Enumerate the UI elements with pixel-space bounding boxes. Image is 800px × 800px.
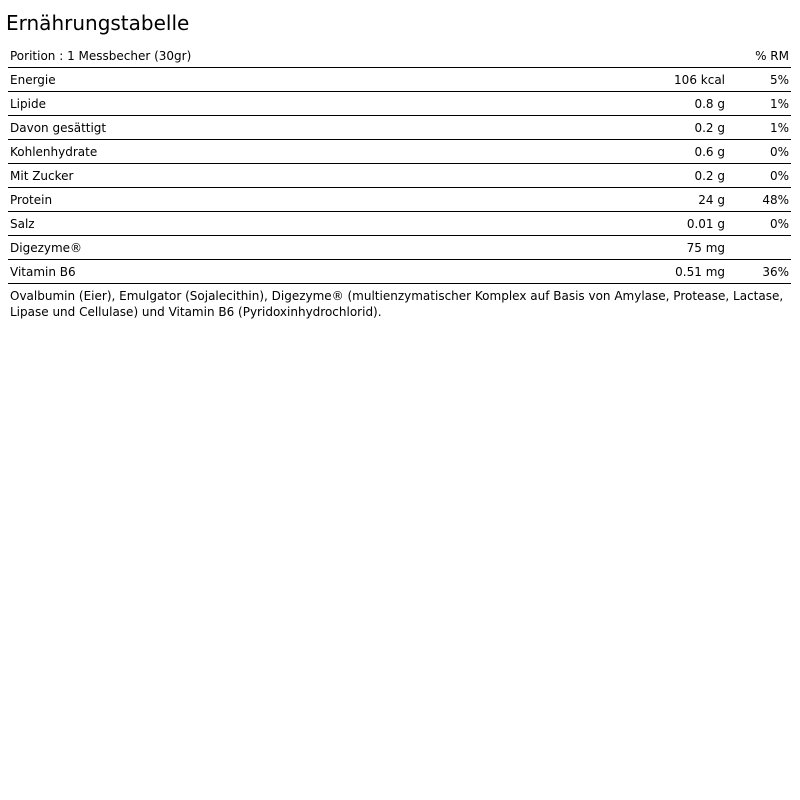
nutrient-rm: 0%	[727, 164, 791, 188]
nutrient-rm: 0%	[727, 212, 791, 236]
nutrient-amount: 24 g	[603, 188, 727, 212]
page-title: Ernährungstabelle	[6, 11, 190, 35]
nutrient-amount: 0.2 g	[603, 116, 727, 140]
nutrient-rm: 5%	[727, 68, 791, 92]
nutrition-table	[8, 44, 791, 284]
rm-header: % RM	[727, 44, 791, 68]
table-row	[8, 92, 791, 116]
nutrient-label: Salz	[8, 212, 603, 236]
nutrient-amount: 0.51 mg	[603, 260, 727, 284]
nutrient-rm: 1%	[727, 116, 791, 140]
nutrient-rm: 1%	[727, 92, 791, 116]
table-row	[8, 188, 791, 212]
nutrient-rm: 48%	[727, 188, 791, 212]
nutrient-label: Energie	[8, 68, 603, 92]
nutrient-rm: 0%	[727, 140, 791, 164]
nutrient-amount: 0.6 g	[603, 140, 727, 164]
nutrient-amount: 0.01 g	[603, 212, 727, 236]
nutrient-label: Digezyme®	[8, 236, 603, 260]
table-row	[8, 212, 791, 236]
table-row	[8, 116, 791, 140]
nutrient-label: Vitamin B6	[8, 260, 603, 284]
nutrient-amount: 0.8 g	[603, 92, 727, 116]
nutrient-label: Lipide	[8, 92, 603, 116]
table-row	[8, 164, 791, 188]
ingredients-text: Ovalbumin (Eier), Emulgator (Sojalecithin), Digezyme® (multienzymatischer Komplex auf Basis von Amylase, Protease, Lactase, Lipase und Cellulase) und Vitamin B6 (Pyridoxinhydrochlorid).	[10, 289, 784, 319]
nutrient-amount: 0.2 g	[603, 164, 727, 188]
header-amount-cell	[603, 44, 727, 68]
table-row	[8, 260, 791, 284]
table-row	[8, 68, 791, 92]
table-row	[8, 236, 791, 260]
nutrient-label: Kohlenhydrate	[8, 140, 603, 164]
nutrient-amount: 75 mg	[603, 236, 727, 260]
table-header-row	[8, 44, 791, 68]
nutrient-label: Mit Zucker	[8, 164, 603, 188]
nutrient-label: Protein	[8, 188, 603, 212]
nutrient-rm: 36%	[727, 260, 791, 284]
table-row	[8, 140, 791, 164]
nutrient-rm	[727, 236, 791, 260]
nutrient-label: Davon gesättigt	[8, 116, 603, 140]
nutrient-amount: 106 kcal	[603, 68, 727, 92]
portion-label: Porition : 1 Messbecher (30gr)	[8, 44, 603, 68]
